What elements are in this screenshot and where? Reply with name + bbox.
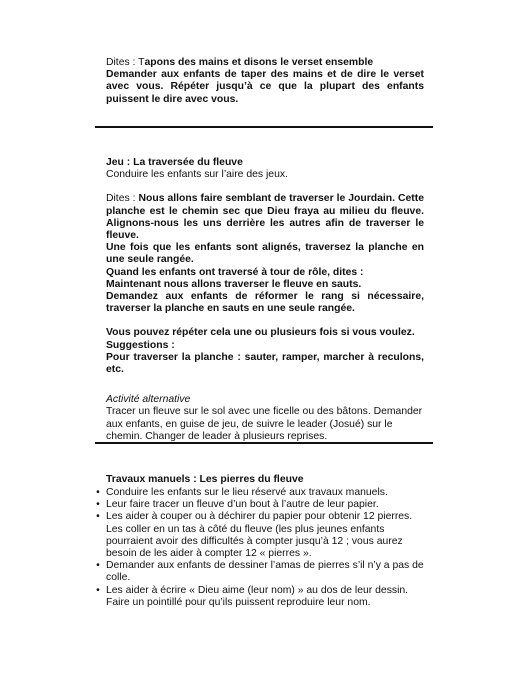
suggestions-label: Suggestions : [106,339,175,351]
alternative-title: Activité alternative [106,394,191,406]
bullet-icon: • [96,584,100,596]
game-intro: Conduire les enfants sur l’aire des jeux. [106,169,288,181]
dites-bold-text: apons des mains et disons le verset ensemble [144,57,374,68]
spacer [106,315,424,327]
list-item [93,499,425,511]
alternative-text: Tracer un fleuve sur le sol avec une ficelle ou des bâtons. Demander aux enfants, en guise de jeu, de suivre le leader (Josué) sur le chemin. Changer de leader à plusieurs reprises. [106,406,423,442]
crafts-title: Travaux manuels : Les pierres du fleuve [106,474,304,485]
suggestions-text: Pour traverser la planche : sauter, ramper, marcher à reculons, etc. [106,351,424,376]
crafts-section [106,474,424,486]
game-dites-paragraph [106,193,424,242]
verse-instruction: Demander aux enfants de taper des mains et de dire le verset avec vous. Répéter jusqu’à ce que la plupart des enfants puissent le dire avec vous. [106,69,424,105]
list-item [93,585,425,609]
verse-section [106,57,424,106]
game-line-ask: Demandez aux enfants de réformer le rang si nécessaire, traverser la planche en sauts en une seule rangée. [106,291,424,315]
spacer [106,376,424,394]
verse-dites-line [106,57,424,69]
spacer [106,181,424,193]
dites-bold-text: Nous allons faire semblant de traverser le Jourdain. Cette planche est le chemin sec que Dieu fraya au milieu du fleuve. Alignons-nous les uns derrière les autres afin de traverser le fleuve. [106,193,424,242]
bullet-icon: • [96,499,100,511]
list-item-text: Demander aux enfants de dessiner l’amas de pierres s’il n’y a pas de colle. [106,560,424,584]
list-item [93,560,425,584]
list-item [93,511,425,560]
game-line-now: Maintenant nous allons traverser le fleuve en sauts. [106,278,362,290]
section-divider-1 [95,126,433,128]
dites-prefix: Dites : [106,193,139,205]
list-item-text: Leur faire tracer un fleuve d’un bout à l’autre de leur papier. [106,499,379,511]
game-line-repeat: Vous pouvez répéter cela une ou plusieurs fois si vous voulez. [106,327,415,339]
game-section [106,157,424,443]
list-item [93,487,425,499]
dites-prefix: Dites : T [106,57,145,68]
bullet-icon: • [96,511,100,523]
game-line-once: Une fois que les enfants sont alignés, traversez la planche en une seule rangée. [106,242,424,266]
bullet-icon: • [96,560,100,572]
bullet-icon: • [96,487,100,498]
crafts-list [93,487,425,609]
list-item-text: Conduire les enfants sur le lieu réservé aux travaux manuels. [106,487,388,498]
list-item-text: Les aider à écrire « Dieu aime (leur nom) » au dos de leur dessin. Faire un pointillé pour qu’ils puissent reproduire leur nom. [106,584,409,608]
list-item-text: Les aider à couper ou à déchirer du papier pour obtenir 12 pierres. Les coller en un tas à côté du fleuve (les plus jeunes enfants pourraient avoir des difficultés à compter jusqu’à 12 ; vous aurez besoin de les aider à compter 12 « pierres ». [106,511,413,560]
section-divider-2 [95,442,433,444]
game-title: Jeu : La traversée du fleuve [106,157,243,168]
game-line-when: Quand les enfants ont traversé à tour de rôle, dites : [106,266,364,278]
